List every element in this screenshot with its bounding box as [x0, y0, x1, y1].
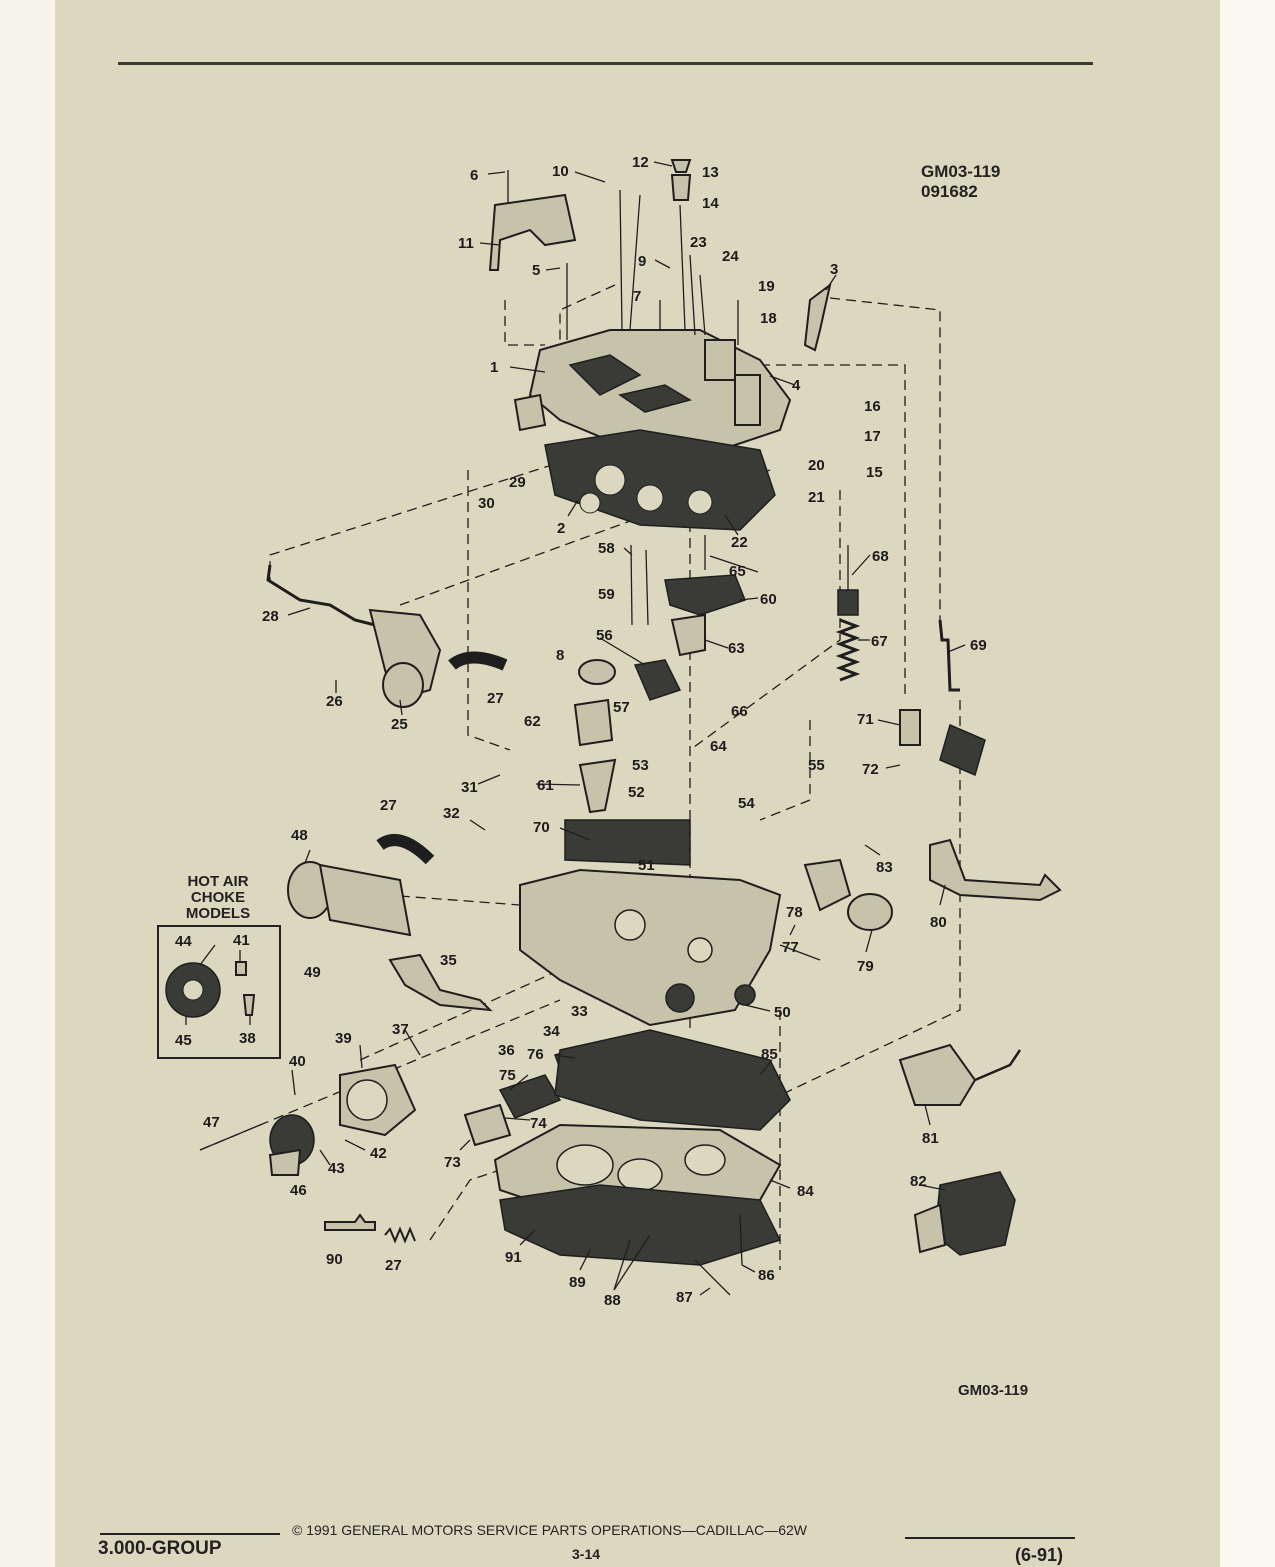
callout-7: 7	[633, 288, 642, 305]
callout-29: 29	[509, 474, 526, 491]
hose-27b	[380, 840, 430, 860]
callout-42: 42	[370, 1145, 387, 1162]
callout-34: 34	[543, 1023, 560, 1040]
footer-group: 3.000-GROUP	[98, 1538, 222, 1559]
callout-18: 18	[760, 310, 777, 327]
callout-2: 2	[557, 520, 566, 537]
callout-69: 69	[970, 637, 987, 654]
callout-68: 68	[872, 548, 889, 565]
callout-38: 38	[239, 1030, 256, 1047]
bracket-11	[490, 195, 575, 270]
callout-72: 72	[862, 761, 879, 778]
callout-48: 48	[291, 827, 308, 844]
callout-45: 45	[175, 1032, 192, 1049]
callout-20: 20	[808, 457, 825, 474]
callout-79: 79	[857, 958, 874, 975]
callout-14: 14	[702, 195, 719, 212]
callout-32: 32	[443, 805, 460, 822]
callout-10: 10	[552, 163, 569, 180]
screw-87	[695, 1260, 730, 1295]
callout-64: 64	[710, 738, 727, 755]
callout-17: 17	[864, 428, 881, 445]
callout-25: 25	[391, 716, 408, 733]
choke-cover-46	[270, 1115, 314, 1175]
lever-3	[805, 285, 830, 350]
callout-19: 19	[758, 278, 775, 295]
callout-26: 26	[326, 693, 343, 710]
callout-91: 91	[505, 1249, 522, 1266]
callout-9: 9	[638, 253, 647, 270]
callout-46: 46	[290, 1182, 307, 1199]
inset-title-line: CHOKE	[190, 889, 246, 906]
figure-date-code: 091682	[921, 182, 978, 201]
inset-title-line: MODELS	[185, 905, 251, 922]
callout-27a: 27	[487, 690, 504, 707]
callout-49: 49	[304, 964, 321, 981]
callout-36: 36	[498, 1042, 515, 1059]
callout-73: 73	[444, 1154, 461, 1171]
callout-74: 74	[530, 1115, 547, 1132]
callout-37: 37	[392, 1021, 409, 1038]
hose-27	[452, 658, 505, 666]
spring-assembly	[838, 545, 858, 680]
callout-88: 88	[604, 1292, 621, 1309]
inset-title	[158, 874, 278, 922]
callout-11: 11	[458, 235, 474, 252]
callout-3: 3	[830, 261, 839, 278]
callout-33: 33	[571, 1003, 588, 1020]
choke-48	[288, 862, 410, 935]
metering-parts	[575, 535, 745, 812]
connector-71	[900, 710, 985, 775]
callout-67: 67	[871, 633, 888, 650]
choke-housing-39	[340, 1065, 415, 1135]
figure-code: GM03-119	[921, 162, 1001, 181]
callout-80: 80	[930, 914, 947, 931]
gasket-70	[565, 820, 690, 865]
callout-87: 87	[676, 1289, 693, 1306]
callout-78: 78	[786, 904, 803, 921]
callout-40: 40	[289, 1053, 306, 1070]
callout-35: 35	[440, 952, 457, 969]
footer-page-number: 3-14	[572, 1546, 601, 1562]
callout-63: 63	[728, 640, 745, 657]
figure-code-bottom: GM03-119	[958, 1382, 1029, 1399]
footer-copyright: © 1991 GENERAL MOTORS SERVICE PARTS OPERATIONS—CADILLAC—62W	[292, 1522, 807, 1538]
spring-27	[385, 1229, 415, 1241]
air-horn-gasket	[545, 430, 775, 530]
motor-82	[915, 1172, 1015, 1255]
actuator-81	[900, 1045, 1020, 1105]
callout-58: 58	[598, 540, 615, 557]
callout-71: 71	[857, 711, 874, 728]
callout-89: 89	[569, 1274, 586, 1291]
callout-5: 5	[532, 262, 541, 279]
callout-83: 83	[876, 859, 893, 876]
callout-43: 43	[328, 1160, 345, 1177]
callout-24: 24	[722, 248, 739, 265]
callout-30: 30	[478, 495, 495, 512]
callout-82: 82	[910, 1173, 927, 1190]
callout-4: 4	[792, 377, 801, 394]
callout-16: 16	[864, 398, 881, 415]
throttle-gasket-85	[555, 1030, 790, 1130]
callout-47: 47	[203, 1114, 220, 1131]
callout-8: 8	[556, 647, 565, 664]
callout-56: 56	[596, 627, 613, 644]
callout-44: 44	[175, 933, 192, 950]
footer-rule-left	[100, 1533, 280, 1535]
callout-22: 22	[731, 534, 748, 551]
callout-1: 1	[490, 359, 499, 376]
callout-57: 57	[613, 699, 630, 716]
float-bowl-assembly	[520, 870, 780, 1025]
callout-27b: 27	[380, 797, 397, 814]
callout-50: 50	[774, 1004, 791, 1021]
hot-air-choke-inset-box	[157, 925, 281, 1059]
callout-90: 90	[326, 1251, 343, 1268]
callout-6: 6	[470, 167, 479, 184]
footer-rule-right	[905, 1537, 1075, 1539]
callout-52: 52	[628, 784, 645, 801]
callout-86: 86	[758, 1267, 775, 1284]
callout-13: 13	[702, 164, 719, 181]
callout-85: 85	[761, 1046, 778, 1063]
upper-screws-rods	[508, 160, 738, 345]
callout-27c: 27	[385, 1257, 402, 1274]
callout-31: 31	[461, 779, 478, 796]
callout-60: 60	[760, 591, 777, 608]
callout-59: 59	[598, 586, 615, 603]
rod-69	[940, 620, 960, 690]
fitting-90	[325, 1215, 375, 1230]
callout-21: 21	[808, 489, 825, 506]
callout-75: 75	[499, 1067, 516, 1084]
callout-15: 15	[866, 464, 883, 481]
callout-41: 41	[233, 932, 250, 949]
callout-12: 12	[632, 154, 649, 171]
callout-81: 81	[922, 1130, 939, 1147]
vacuum-break-25	[370, 610, 440, 707]
callout-28: 28	[262, 608, 279, 625]
callout-70: 70	[533, 819, 550, 836]
callout-39: 39	[335, 1030, 352, 1047]
bracket-80	[930, 840, 1060, 900]
inset-title-line: HOT AIR	[187, 873, 249, 890]
callout-77: 77	[782, 939, 799, 956]
callout-61: 61	[537, 777, 554, 794]
callout-54: 54	[738, 795, 755, 812]
callout-51: 51	[638, 857, 655, 874]
footer-revision: (6-91)	[1015, 1545, 1064, 1565]
callout-55: 55	[808, 757, 825, 774]
callout-84: 84	[797, 1183, 814, 1200]
callout-23: 23	[690, 234, 707, 251]
callout-62: 62	[524, 713, 541, 730]
callout-53: 53	[632, 757, 649, 774]
callout-65: 65	[729, 563, 746, 580]
rod-28	[268, 565, 375, 625]
callout-66: 66	[731, 703, 748, 720]
callout-76: 76	[527, 1046, 544, 1063]
